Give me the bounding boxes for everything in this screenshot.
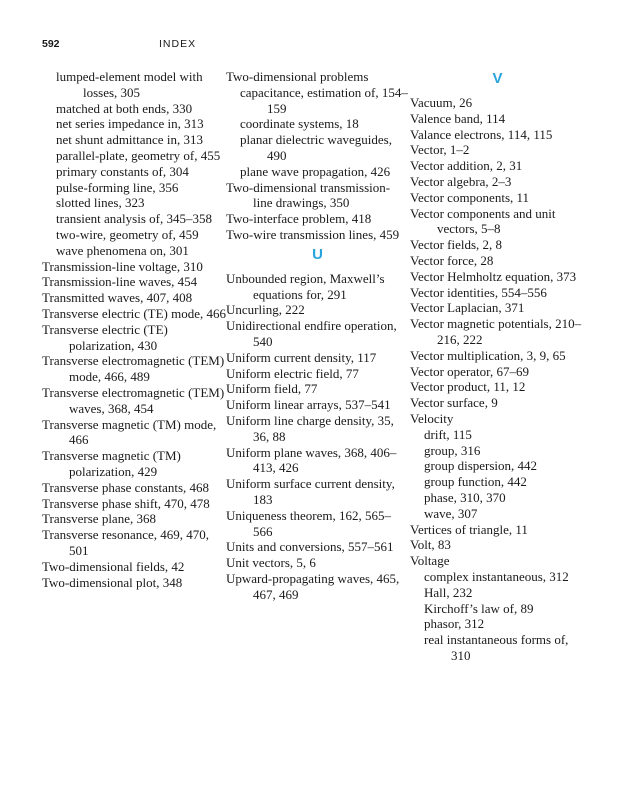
- index-entry: Vector identities, 554–556: [410, 284, 547, 300]
- index-entry: Transmission-line waves, 454: [42, 274, 198, 290]
- index-entry: Uniform current density, 117: [226, 349, 377, 365]
- index-entry: Transverse electric (TE) polarization, 430: [42, 321, 168, 353]
- index-entry: Transverse phase constants, 468: [42, 479, 210, 495]
- index-entry: Vector Laplacian, 371: [410, 300, 525, 316]
- index-entry: Unit vectors, 5, 6: [226, 555, 316, 571]
- index-entry: Vector magnetic potentials, 210–216, 222: [410, 316, 582, 347]
- page-number: 592: [42, 38, 60, 50]
- index-subentry: parallel-plate, geometry of, 455: [56, 147, 221, 163]
- index-entry: Vector Helmholtz equation, 373: [410, 268, 577, 284]
- index-column-3: [410, 69, 585, 664]
- index-entry: Valance electrons, 114, 115: [410, 126, 553, 142]
- index-entry: Transverse electric (TE) mode, 466: [42, 305, 226, 321]
- index-entry: Transmission-line voltage, 310: [42, 258, 203, 274]
- index-subentry: group dispersion, 442: [424, 458, 538, 474]
- index-entry: Vector components and unit vectors, 5–8: [410, 205, 556, 237]
- index-entry: Transverse magnetic (TM) polarization, 429: [42, 448, 181, 479]
- index-entry: Uniform linear arrays, 537–541: [226, 397, 391, 413]
- index-entry: Uniform field, 77: [226, 381, 318, 397]
- running-title: INDEX: [159, 38, 197, 50]
- index-subentry: two-wire, geometry of, 459: [56, 226, 199, 242]
- index-entry: Vacuum, 26: [410, 95, 473, 110]
- index-subentry: complex instantaneous, 312: [424, 568, 569, 584]
- index-entry: Vector operator, 67–69: [410, 363, 529, 379]
- index-subentry: group, 316: [424, 442, 481, 458]
- index-entry: Uniform electric field, 77: [226, 365, 359, 381]
- index-subentry: primary constants of, 304: [56, 163, 189, 179]
- index-subentry: lumped-element model with losses, 305: [56, 69, 203, 100]
- index-subentry: net shunt admittance in, 313: [56, 132, 203, 148]
- index-entry: Valence band, 114: [410, 110, 506, 126]
- index-subentry: transient analysis of, 345–358: [56, 211, 212, 227]
- section-heading: U: [312, 245, 323, 263]
- index-entry: Uniform line charge density, 35, 36, 88: [226, 412, 394, 444]
- index-entry: Uniform plane waves, 368, 406–413, 426: [226, 444, 397, 476]
- index-entry: Transverse electromagnetic (TEM) waves, 368, 454: [42, 384, 225, 416]
- index-subentry: phase, 310, 370: [424, 489, 506, 505]
- index-entry: Transverse magnetic (TM) mode, 466: [42, 416, 217, 448]
- index-entry: Uncurling, 222: [226, 302, 305, 318]
- index-subentry: drift, 115: [424, 426, 472, 442]
- index-subentry: Hall, 232: [424, 584, 473, 600]
- index-entry: Vector components, 11: [410, 189, 530, 205]
- index-entry: Volt, 83: [410, 537, 451, 553]
- index-entry: Vector surface, 9: [410, 395, 498, 411]
- index-subentry: plane wave propagation, 426: [240, 163, 391, 179]
- index-entry: Two-dimensional problems: [226, 69, 369, 84]
- index-subentry: wave phenomena on, 301: [56, 242, 189, 258]
- index-entry: Velocity: [410, 410, 454, 426]
- index-entry: Vector, 1–2: [410, 142, 470, 158]
- index-entry: Transverse resonance, 469, 470, 501: [42, 527, 210, 558]
- index-entry: Vector fields, 2, 8: [410, 237, 503, 253]
- index-subentry: Kirchoff’s law of, 89: [424, 600, 534, 616]
- index-entry: Two-dimensional fields, 42: [42, 558, 185, 574]
- index-subentry: capacitance, estimation of, 154–159: [240, 84, 408, 116]
- index-entry: Two-dimensional transmission-line drawings, 350: [226, 179, 391, 211]
- index-column-2: [226, 69, 409, 603]
- index-entry: Units and conversions, 557–561: [226, 539, 394, 555]
- index-entry: Uniqueness theorem, 162, 565–566: [226, 507, 392, 539]
- index-entry: Voltage: [410, 553, 450, 569]
- index-entry: Two-interface problem, 418: [226, 211, 372, 227]
- index-entry: Uniform surface current density, 183: [226, 476, 395, 507]
- index-entry: Two-dimensional plot, 348: [42, 574, 183, 590]
- index-entry: Vector multiplication, 3, 9, 65: [410, 347, 566, 363]
- index-subentry: net series impedance in, 313: [56, 116, 204, 132]
- index-entry: Transmitted waves, 407, 408: [42, 290, 193, 306]
- index-entry: Transverse phase shift, 470, 478: [42, 495, 210, 511]
- index-entry: Upward-propagating waves, 465, 467, 469: [226, 570, 400, 602]
- index-column-1: [42, 69, 227, 590]
- index-subentry: planar dielectric waveguides, 490: [240, 132, 392, 163]
- index-entry: Unidirectional endfire operation, 540: [226, 318, 397, 349]
- index-subentry: group function, 442: [424, 474, 527, 490]
- index-subentry: pulse-forming line, 356: [56, 179, 179, 195]
- index-subentry: phasor, 312: [424, 616, 485, 632]
- index-entry: Vector addition, 2, 31: [410, 158, 523, 174]
- index-subentry: slotted lines, 323: [56, 195, 145, 211]
- index-subentry: matched at both ends, 330: [56, 100, 193, 116]
- index-entry: Vertices of triangle, 11: [410, 521, 528, 537]
- section-heading: V: [492, 70, 503, 87]
- index-entry: Unbounded region, Maxwell’s equations for, 291: [226, 270, 385, 302]
- index-entry: Vector algebra, 2–3: [410, 173, 512, 189]
- index-entry: Vector force, 28: [410, 252, 494, 268]
- index-entry: Transverse electromagnetic (TEM) mode, 466, 489: [42, 353, 225, 385]
- index-subentry: wave, 307: [424, 505, 478, 521]
- index-subentry: coordinate systems, 18: [240, 116, 359, 132]
- index-entry: Transverse plane, 368: [42, 511, 156, 527]
- index-subentry: real instantaneous forms of, 310: [424, 632, 569, 663]
- index-entry: Vector product, 11, 12: [410, 379, 526, 395]
- index-entry: Two-wire transmission lines, 459: [226, 226, 400, 242]
